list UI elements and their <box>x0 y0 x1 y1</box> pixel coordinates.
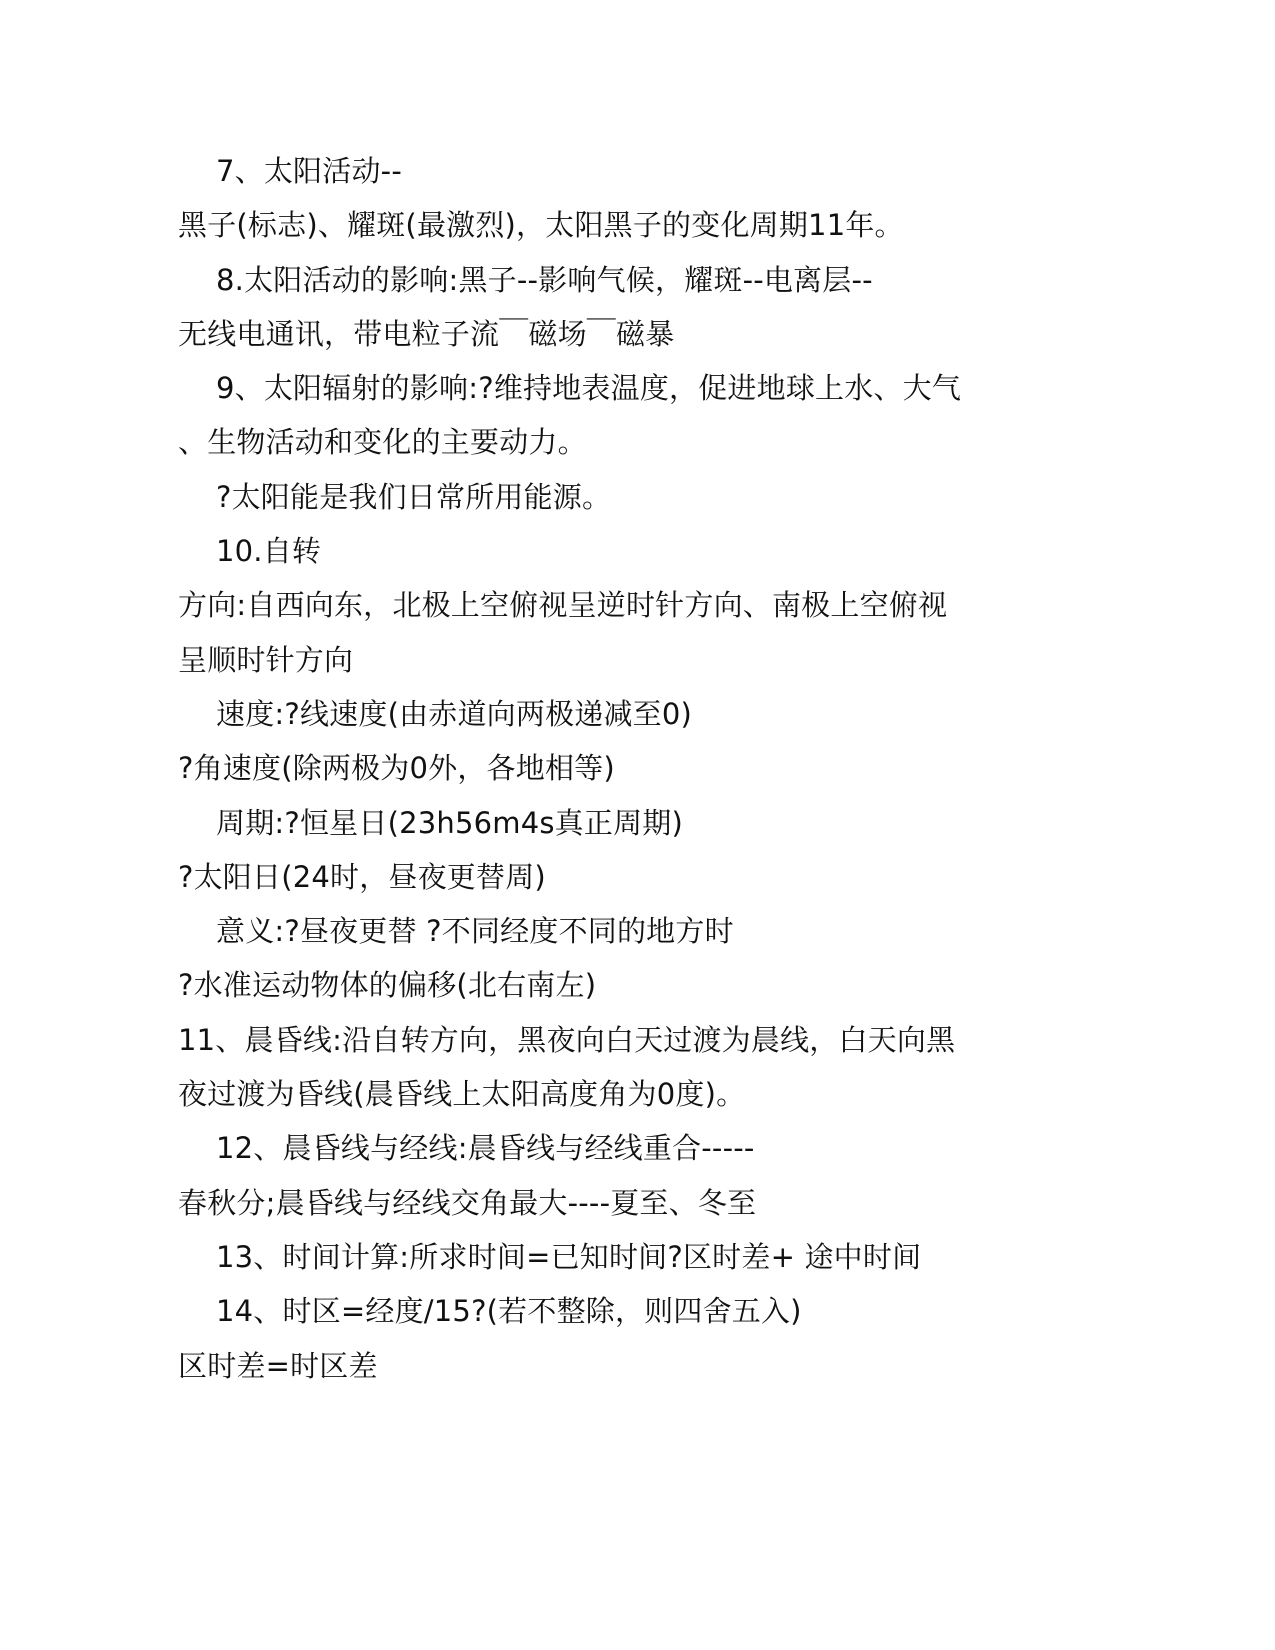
text-line: 13、时间计算:所求时间=已知时间?区时差+ 途中时间 <box>216 1239 922 1274</box>
text-line: 8.太阳活动的影响:黑子--影响气候，耀斑--电离层-- <box>216 262 873 297</box>
text-line: ?太阳日(24时，昼夜更替周) <box>178 859 546 894</box>
text-line: 、生物活动和变化的主要动力。 <box>178 425 587 460</box>
document-body <box>178 144 1038 1393</box>
text-line: 7、太阳活动-- <box>216 154 402 188</box>
text-line: 10.自转 <box>216 534 322 569</box>
text-line: 周期:?恒星日(23h56m4s真正周期) <box>216 805 683 840</box>
text-line: 意义:?昼夜更替 ?不同经度不同的地方时 <box>216 914 734 949</box>
text-line: 夜过渡为昏线(晨昏线上太阳高度角为0度)。 <box>178 1077 746 1112</box>
text-line: 9、太阳辐射的影响:?维持地表温度，促进地球上水、大气 <box>216 371 962 406</box>
text-line: ?太阳能是我们日常所用能源。 <box>216 479 612 514</box>
text-line: ?角速度(除两极为0外，各地相等) <box>178 751 615 786</box>
text-line: 呈顺时针方向 <box>178 642 354 677</box>
text-line: 春秋分;晨昏线与经线交角最大----夏至、冬至 <box>178 1185 757 1220</box>
text-line: 方向:自西向东，北极上空俯视呈逆时针方向、南极上空俯视 <box>178 588 948 623</box>
text-line: 黑子(标志)、耀斑(最激烈)，太阳黑子的变化周期11年。 <box>178 208 904 243</box>
text-line: 11、晨昏线:沿自转方向，黑夜向白天过渡为晨线，白天向黑 <box>178 1022 956 1057</box>
text-line: ?水准运动物体的偏移(北右南左) <box>178 968 597 1003</box>
text-line: 速度:?线速度(由赤道向两极递减至0) <box>216 696 693 731</box>
text-line: 12、晨昏线与经线:晨昏线与经线重合----- <box>216 1131 755 1166</box>
text-line: 14、时区=经度/15?(若不整除，则四舍五入) <box>216 1294 802 1329</box>
text-line: 区时差=时区差 <box>178 1348 378 1383</box>
text-line: 无线电通讯，带电粒子流￣磁场￣磁暴 <box>178 316 675 351</box>
